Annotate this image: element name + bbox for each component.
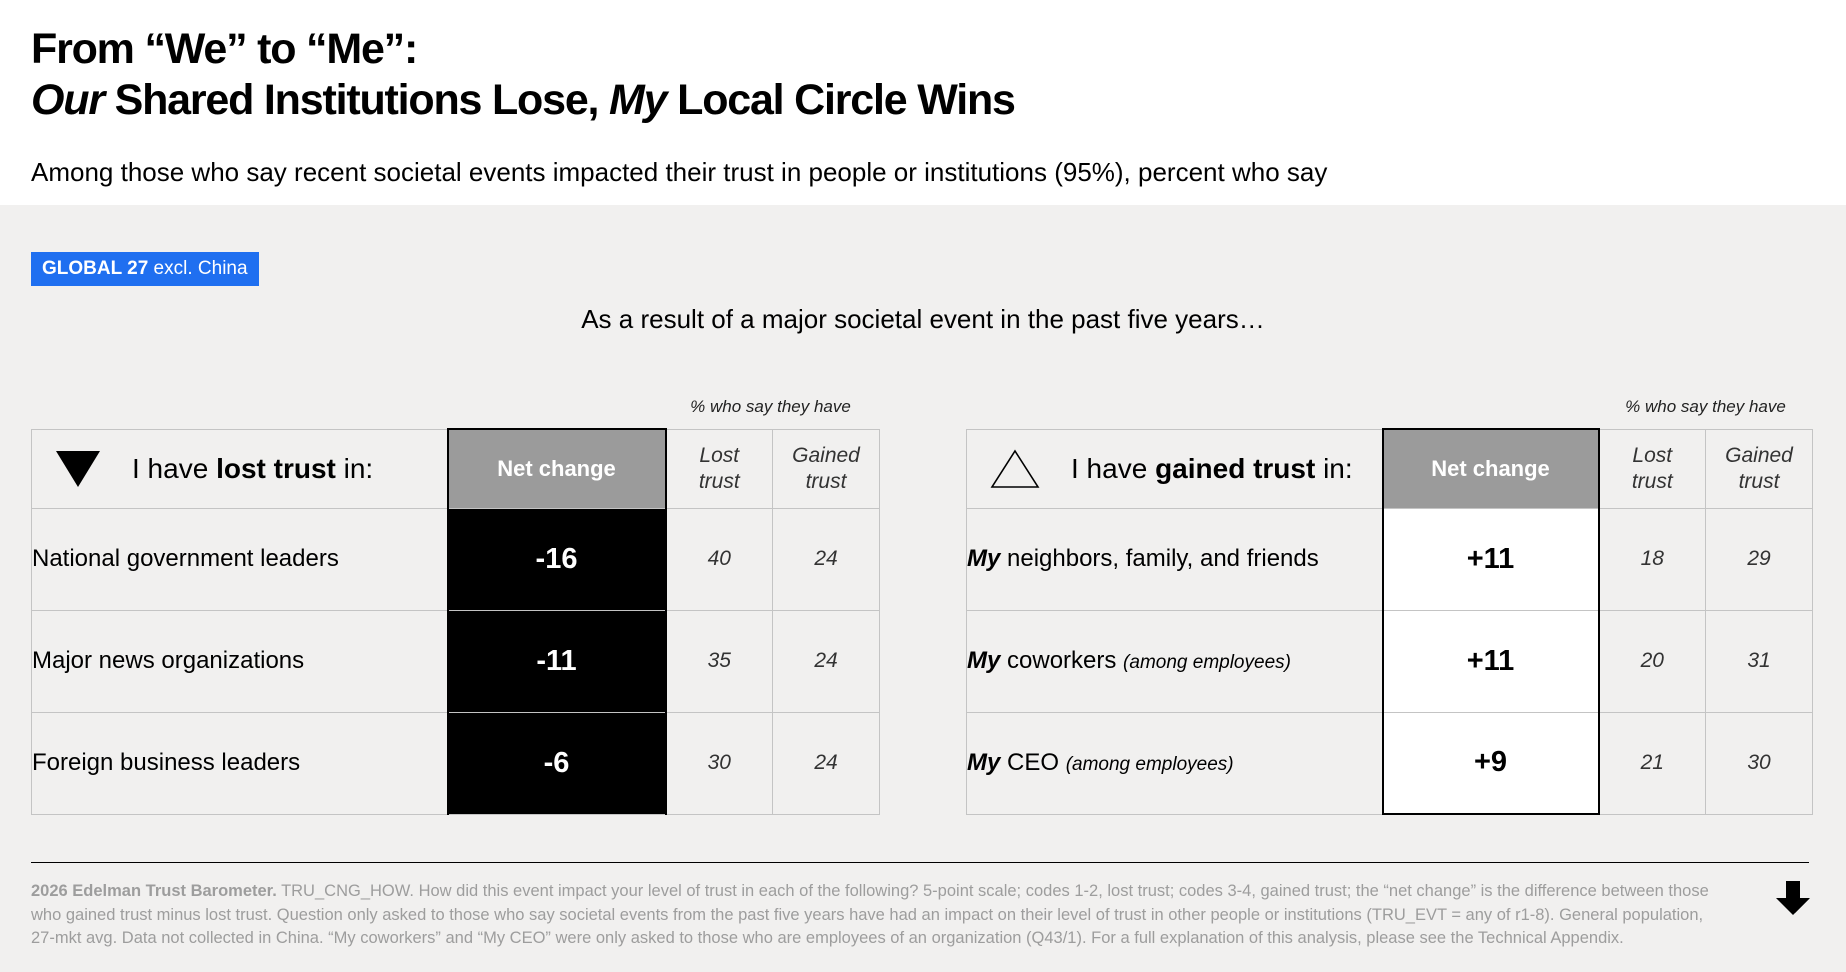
net-change-value: +11 (1383, 610, 1599, 712)
lost-trust-value: 18 (1599, 508, 1706, 610)
gained-trust-value: 29 (1706, 508, 1813, 610)
title-emphasis-our: Our (31, 76, 104, 124)
page-title (31, 24, 1015, 126)
lost-header-prefix: I have (132, 452, 217, 484)
row-label: Foreign business leaders (32, 712, 448, 814)
row-label-text: neighbors, family, and friends (1000, 545, 1319, 572)
gained-net-change-header: Net change (1383, 429, 1599, 508)
gained-lost-trust-header (1599, 429, 1706, 508)
gained-trust-value: 30 (1706, 712, 1813, 814)
gained-trust-value: 24 (773, 508, 880, 610)
gained-col-lost-line2: trust (1631, 469, 1673, 493)
region-badge-bold: GLOBAL 27 (42, 258, 149, 279)
gained-header-prefix: I have (1071, 452, 1156, 484)
gained-col-lost-line1: Lost (1632, 443, 1673, 467)
pct-note-left: % who say they have (690, 397, 851, 416)
gained-col-gained-line2: trust (1738, 469, 1780, 493)
row-label-text: CEO (1000, 749, 1066, 776)
gained-trust-value: 24 (773, 610, 880, 712)
net-change-value: -11 (448, 610, 666, 712)
lost-header-text (132, 453, 373, 485)
lost-trust-value: 30 (666, 712, 773, 814)
gained-table-header-row (967, 429, 1813, 508)
table-row (32, 712, 880, 814)
table-row (967, 712, 1813, 814)
footnote-text: TRU_CNG_HOW. How did this event impact your level of trust in each of the following? 5-point scale; codes 1-2, lost trust; codes 3-4, gained trust; the “net change” is the difference between those who gained trust minus lost trust. Question only asked to those who say societal events from the past five years have had an impact on their level of trust in other people or institutions (TRU_EVT = any of r1-8). General population, 27-mkt avg. Data not collected in China. “My coworkers” and “My CEO” were only asked to those who are employees of an organization (Q43/1). For a full explanation of this analysis, please see the Technical Appendix. (31, 882, 1709, 947)
title-line-2 (31, 75, 1015, 126)
row-label (967, 610, 1383, 712)
outline-up-triangle-icon (989, 448, 1041, 490)
net-change-value: +11 (1383, 508, 1599, 610)
table-row (32, 610, 880, 712)
net-change-value: -16 (448, 508, 666, 610)
lost-col-lost-line1: Lost (699, 443, 740, 467)
footer-divider (31, 862, 1809, 863)
table-row (967, 610, 1813, 712)
row-label: National government leaders (32, 508, 448, 610)
lost-header-label (32, 429, 448, 508)
row-label (967, 712, 1383, 814)
lost-trust-value: 35 (666, 610, 773, 712)
gained-gained-trust-header (1706, 429, 1813, 508)
table-row (967, 508, 1813, 610)
lost-header-bold: lost trust (216, 452, 336, 484)
pct-note-right: % who say they have (1625, 397, 1786, 416)
lost-col-lost-line2: trust (698, 469, 740, 493)
gained-trust-value: 31 (1706, 610, 1813, 712)
row-label-note: (among employees) (1123, 652, 1291, 673)
lost-trust-value: 21 (1599, 712, 1706, 814)
arrow-down-icon[interactable] (1773, 877, 1813, 917)
row-label-text: coworkers (1000, 647, 1124, 674)
region-badge (31, 252, 259, 286)
lost-col-gained-line2: trust (805, 469, 847, 493)
lost-col-gained-line1: Gained (792, 443, 860, 467)
lost-header-suffix: in: (335, 452, 374, 484)
row-label (967, 508, 1383, 610)
net-change-value: +9 (1383, 712, 1599, 814)
title-end: Local Circle Wins (666, 76, 1015, 124)
context-heading: As a result of a major societal event in the past five years… (581, 304, 1265, 334)
lost-trust-table (31, 428, 880, 815)
title-middle: Shared Institutions Lose, (103, 76, 610, 124)
lost-table-header-row (32, 429, 880, 508)
row-label-lead: My (967, 749, 1001, 776)
footnote (31, 880, 1731, 951)
filled-down-triangle-icon (54, 449, 102, 489)
title-emphasis-my: My (609, 76, 667, 124)
gained-trust-table (966, 428, 1813, 815)
gained-col-gained-line1: Gained (1725, 443, 1793, 467)
gained-header-suffix: in: (1315, 452, 1353, 484)
row-label-lead: My (967, 647, 1001, 674)
table-row (32, 508, 880, 610)
net-change-value: -6 (448, 712, 666, 814)
gained-trust-value: 24 (773, 712, 880, 814)
footnote-source: 2026 Edelman Trust Barometer. (31, 882, 277, 900)
row-label: Major news organizations (32, 610, 448, 712)
lost-lost-trust-header (666, 429, 773, 508)
lost-net-change-header: Net change (448, 429, 666, 508)
title-line-1: From “We” to “Me”: (31, 25, 418, 73)
lost-trust-value: 20 (1599, 610, 1706, 712)
lost-trust-value: 40 (666, 508, 773, 610)
gained-header-label (967, 429, 1383, 508)
region-badge-rest: excl. China (148, 258, 248, 279)
gained-header-text (1071, 453, 1353, 485)
lost-gained-trust-header (773, 429, 880, 508)
row-label-lead: My (967, 545, 1001, 572)
gained-header-bold: gained trust (1155, 452, 1316, 484)
page-subtitle: Among those who say recent societal events impacted their trust in people or institutions (95%), percent who say (31, 157, 1328, 187)
row-label-note: (among employees) (1065, 754, 1234, 775)
